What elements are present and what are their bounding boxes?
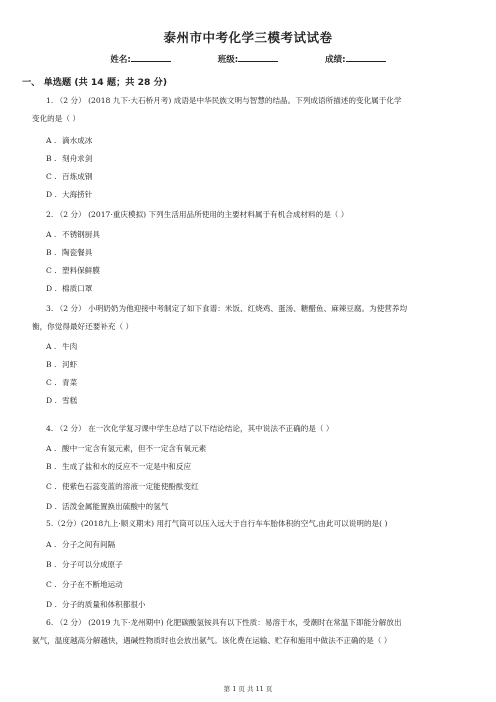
question-2-option-d[interactable]: D . 棉质口罩 bbox=[46, 284, 93, 293]
question-4-option-c[interactable]: C . 使紫色石蕊变蓝的溶液一定能使酚酞变红 bbox=[46, 482, 199, 491]
question-3-line1: 3. （2 分） 小明奶奶为他迎接中考制定了如下食谱：米饭、红烧鸡、蛋汤、糖醋鱼、麻辣豆腐。为使营养均 bbox=[46, 304, 408, 313]
question-3-option-c[interactable]: C . 青菜 bbox=[46, 378, 78, 387]
question-2-stem bbox=[46, 206, 472, 224]
class-field bbox=[218, 53, 278, 65]
question-5-option-b[interactable]: B . 分子可以分成原子 bbox=[46, 560, 123, 569]
question-5-stem bbox=[46, 515, 472, 533]
question-2-line1: 2. （2 分） (2017·重庆模拟) 下列生活用品所使用的主要材料属于有机合成材料的是（ ） bbox=[46, 210, 349, 219]
question-2-option-a[interactable]: A . 不锈钢厨具 bbox=[46, 230, 100, 239]
question-5-option-a[interactable]: A . 分子之间有间隔 bbox=[46, 540, 116, 549]
score-blank bbox=[346, 53, 386, 62]
question-6-line2: 氨气，温度越高分解越快，遇碱性物质时也会放出氨气。该化费在运输、贮存和施用中做法不正确的是（ ） bbox=[32, 636, 392, 645]
question-1-line1: 1. （2 分） (2018 九下·大石桥月考) 成语是中华民族文明与智慧的结晶。下列成语所描述的变化属于化学 bbox=[46, 96, 402, 105]
question-6-line1: 6. （2 分） (2019 九下·龙州期中) 化肥碳酸氢铵具有以下性质：易溶于水，受潮时在常温下即能分解放出 bbox=[46, 618, 402, 627]
question-6-stem bbox=[32, 614, 472, 650]
question-1-stem bbox=[32, 92, 472, 128]
question-1-line2: 变化的是（ ） bbox=[32, 114, 80, 123]
name-label: 姓名: bbox=[110, 55, 131, 65]
question-5-option-c[interactable]: C . 分子在不断地运动 bbox=[46, 580, 123, 589]
class-label: 班级: bbox=[217, 55, 239, 65]
question-4-option-b[interactable]: B . 生成了盐和水的反应不一定是中和反应 bbox=[46, 462, 192, 471]
question-2-option-c[interactable]: C . 塑料保鲜膜 bbox=[46, 266, 100, 275]
page-number: 第 1 页 共 11 页 bbox=[223, 685, 273, 693]
class-blank bbox=[238, 53, 278, 62]
question-2-option-b[interactable]: B . 陶瓷餐具 bbox=[46, 248, 93, 257]
question-4-stem bbox=[46, 420, 472, 438]
exam-title: 泰州市中考化学三模考试试卷 bbox=[163, 30, 333, 45]
question-3-line2: 衡，你觉得最好还要补充（ ） bbox=[32, 322, 134, 331]
student-info-line bbox=[0, 53, 496, 65]
question-3-option-d[interactable]: D . 雪糕 bbox=[46, 396, 78, 405]
question-5-line1: 5.（2分）(2018九上·顺义期末) 用打气筒可以压入远大于自行车车胎体积的空气,由此可以说明的是( ) bbox=[46, 519, 388, 528]
question-4-option-a[interactable]: A . 酸中一定含有氢元素，但不一定含有氧元素 bbox=[46, 444, 207, 453]
question-1-option-d[interactable]: D . 大海捞针 bbox=[46, 190, 93, 199]
score-field bbox=[325, 53, 385, 65]
question-5-option-d[interactable]: D . 分子的质量和体积都很小 bbox=[46, 600, 146, 609]
name-field bbox=[110, 53, 170, 65]
question-1-option-c[interactable]: C . 百炼成钢 bbox=[46, 172, 93, 181]
section-heading: 一、 单选题 (共 14 题；共 28 分) bbox=[22, 77, 168, 88]
question-3-option-a[interactable]: A . 牛肉 bbox=[46, 342, 78, 351]
question-1-option-a[interactable]: A . 滴水成冰 bbox=[46, 136, 93, 145]
question-3-stem bbox=[32, 300, 472, 336]
question-4-option-d[interactable]: D . 活泼金属能置换出硫酸中的氢气 bbox=[46, 502, 169, 511]
question-4-line1: 4. （2 分） 在一次化学复习课中学生总结了以下结论结论，其中说法不正确的是（ ） bbox=[46, 424, 334, 433]
score-label: 成绩: bbox=[325, 55, 346, 65]
question-1-option-b[interactable]: B . 刻舟求剑 bbox=[46, 154, 93, 163]
question-3-option-b[interactable]: B . 河虾 bbox=[46, 360, 78, 369]
name-blank bbox=[131, 53, 171, 62]
